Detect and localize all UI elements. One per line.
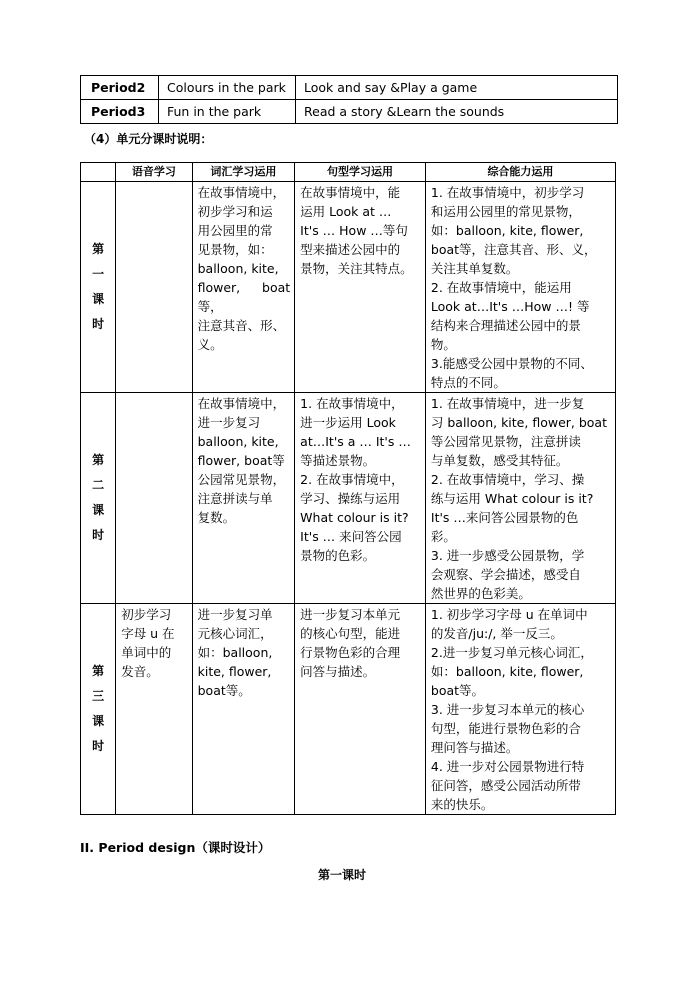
cell-line: 1. 在故事情境中，初步学习 <box>430 185 585 200</box>
cell-line: 一 <box>92 267 105 281</box>
period-title: Colours in the park <box>159 76 296 100</box>
cell-line: 课 <box>92 503 105 517</box>
period-design-heading: II. Period design（课时设计） <box>80 840 271 855</box>
cell-line: 在故事情境中， <box>197 185 286 200</box>
period-row <box>81 76 618 100</box>
cell-line: 1. 在故事情境中，进一步复 <box>430 396 585 411</box>
cell-line: 义。 <box>197 337 223 352</box>
cell-line: It's … 来问答公园 <box>300 529 402 544</box>
cell-line: 元核心词汇， <box>197 626 273 641</box>
cell-line: 时 <box>92 528 105 542</box>
period-row <box>81 100 618 124</box>
cell-line: flower, boat等 <box>197 453 285 468</box>
cell-line: 关注其单复数。 <box>430 261 519 276</box>
integrated-cell <box>425 604 615 815</box>
integrated-cell <box>425 393 615 604</box>
cell-line: 第 <box>92 664 105 678</box>
column-header <box>81 163 116 182</box>
column-header: 句型学习运用 <box>295 163 426 182</box>
unit-header-row <box>81 163 616 182</box>
phonics-cell <box>116 393 192 604</box>
cell-line: 如：balloon, kite, flower, <box>430 664 584 679</box>
cell-line: 彩。 <box>430 529 456 544</box>
cell-line: 发音。 <box>121 664 159 679</box>
cell-line: 的核心句型，能进 <box>300 626 401 641</box>
cell-line: 单词中的 <box>121 645 172 660</box>
cell-line: 2.进一步复习单元核心词汇， <box>430 645 593 660</box>
cell-line: 注意拼读与单 <box>197 491 273 506</box>
lesson-label <box>81 182 116 393</box>
cell-line: kite, flower, <box>197 664 272 679</box>
cell-line: 第 <box>92 453 105 467</box>
cell-line: 时 <box>92 739 105 753</box>
phonics-cell <box>116 182 192 393</box>
period-name: Period3 <box>81 100 159 124</box>
periods-table <box>80 75 618 124</box>
vocab-cell <box>192 604 295 815</box>
lesson-label <box>81 604 116 815</box>
cell-line: boat等。 <box>197 683 251 698</box>
cell-line: 物。 <box>430 337 456 352</box>
cell-line: 如：balloon, kite, flower, <box>430 223 584 238</box>
cell-line: 行景物色彩的合理 <box>300 645 401 660</box>
cell-line: 1. 在故事情境中， <box>300 396 404 411</box>
cell-line: 然世界的色彩美。 <box>430 586 531 601</box>
period-title: Fun in the park <box>159 100 296 124</box>
cell-line: 2. 在故事情境中，学习、操 <box>430 472 585 487</box>
cell-line: 运用 Look at … <box>300 204 392 219</box>
cell-line: It's …来问答公园景物的色 <box>430 510 579 525</box>
cell-line: 第 <box>92 242 105 256</box>
column-header: 词汇学习运用 <box>192 163 295 182</box>
period-name: Period2 <box>81 76 159 100</box>
cell-line: 时 <box>92 317 105 331</box>
cell-line: 4. 进一步对公园景物进行特 <box>430 759 585 774</box>
cell-line: 用公园里的常 <box>197 223 273 238</box>
cell-line: 3.能感受公园中景物的不同、 <box>430 356 593 371</box>
cell-line: 学习、操练与运用 <box>300 491 401 506</box>
unit-period-table <box>80 162 616 815</box>
cell-line: 公园常见景物， <box>197 472 286 487</box>
cell-line: at…It's a … It's … <box>300 434 411 449</box>
cell-line: 课 <box>92 714 105 728</box>
cell-line: 和运用公园里的常见景物， <box>430 204 581 219</box>
cell-line: balloon, kite, <box>197 261 279 276</box>
sentence-cell <box>295 604 426 815</box>
cell-line: 习 balloon, kite, flower, boat <box>430 415 607 430</box>
cell-line: 等描述景物。 <box>300 453 376 468</box>
cell-line: 3. 进一步复习本单元的核心 <box>430 702 585 717</box>
cell-line: 来的快乐。 <box>430 797 494 812</box>
cell-line: 理问答与描述。 <box>430 740 519 755</box>
cell-line: 等公园常见景物，注意拼读 <box>430 434 581 449</box>
cell-line: 征问答，感受公园活动所带 <box>430 778 581 793</box>
cell-line: Look at…It's …How …! 等 <box>430 299 590 314</box>
lesson-row <box>81 604 616 815</box>
cell-line: 会观察、学会描述，感受自 <box>430 567 581 582</box>
cell-line: boat等。 <box>430 683 485 698</box>
cell-line: 1. 初步学习字母 u 在单词中 <box>430 607 588 622</box>
cell-line: It's … How …等句 <box>300 223 408 238</box>
integrated-cell <box>425 182 615 393</box>
cell-line: 与单复数，感受其特征。 <box>430 453 569 468</box>
cell-line: 在故事情境中，能 <box>300 185 401 200</box>
cell-line: 2. 在故事情境中，能运用 <box>430 280 572 295</box>
cell-line: balloon, kite, <box>197 434 279 449</box>
section-heading: （4）单元分课时说明： <box>84 132 213 146</box>
cell-line: 见景物，如： <box>197 242 273 257</box>
period-activity: Look and say &Play a game <box>296 76 618 100</box>
cell-line: 2. 在故事情境中， <box>300 472 404 487</box>
cell-line: 句型，能进行景物色彩的合 <box>430 721 581 736</box>
cell-line: flower, boat等， <box>197 280 291 314</box>
sentence-cell <box>295 393 426 604</box>
cell-line: 问答与描述。 <box>300 664 376 679</box>
vocab-cell <box>192 182 295 393</box>
cell-line: boat等，注意其音、形、义， <box>430 242 597 257</box>
vocab-cell <box>192 393 295 604</box>
cell-line: 景物的色彩。 <box>300 548 376 563</box>
lesson-row <box>81 393 616 604</box>
cell-line: 进一步复习本单元 <box>300 607 401 622</box>
lesson-row <box>81 182 616 393</box>
cell-line: 初步学习 <box>121 607 172 622</box>
cell-line: 二 <box>92 478 105 492</box>
cell-line: 注意其音、形、 <box>197 318 286 333</box>
lesson-label <box>81 393 116 604</box>
cell-line: 字母 u 在 <box>121 626 175 641</box>
cell-line: 结构来合理描述公园中的景 <box>430 318 581 333</box>
cell-line: 课 <box>92 292 105 306</box>
cell-line: 景物，关注其特点。 <box>300 261 413 276</box>
period-activity: Read a story &Learn the sounds <box>296 100 618 124</box>
column-header: 语音学习 <box>116 163 192 182</box>
cell-line: 特点的不同。 <box>430 375 506 390</box>
cell-line: 初步学习和运 <box>197 204 273 219</box>
cell-line: 如：balloon, <box>197 645 273 660</box>
cell-line: 的发音/ju:/, 举一反三。 <box>430 626 563 641</box>
cell-line: 型来描述公园中的 <box>300 242 401 257</box>
sentence-cell <box>295 182 426 393</box>
cell-line: 3. 进一步感受公园景物，学 <box>430 548 585 563</box>
column-header: 综合能力运用 <box>425 163 615 182</box>
cell-line: 三 <box>92 689 105 703</box>
phonics-cell <box>116 604 192 815</box>
cell-line: 进一步复习 <box>197 415 261 430</box>
cell-line: 练与运用 What colour is it? <box>430 491 594 506</box>
cell-line: 在故事情境中， <box>197 396 286 411</box>
cell-line: 进一步运用 Look <box>300 415 396 430</box>
cell-line: 复数。 <box>197 510 236 525</box>
cell-line: What colour is it? <box>300 510 409 525</box>
cell-line: 进一步复习单 <box>197 607 273 622</box>
first-lesson-heading: 第一课时 <box>318 868 367 882</box>
